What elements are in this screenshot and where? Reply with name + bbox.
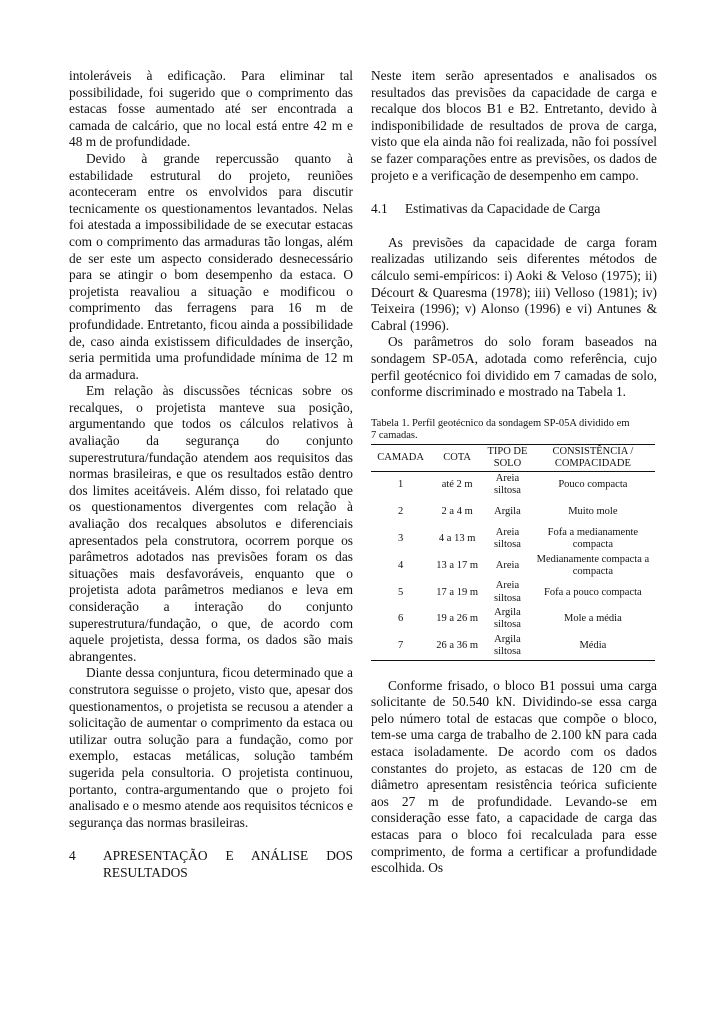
- cell-consistencia: Média: [579, 640, 607, 652]
- header-tipo-solo: TIPO DE SOLO: [487, 445, 528, 469]
- cell-cota: até 2 m: [441, 479, 473, 491]
- paragraph: Conforme frisado, o bloco B1 possui uma carga solicitante de 50.540 kN. Dividindo-se essa carga pelo número total de estacas que compõe o bloco, tem-se uma carga de trabalho de 2.100 kN para cada estaca isoladamente. De acordo com os dados constantes do projeto, as estacas de 120 cm de diâmetro apresentam resistência teórica suficiente aos 27 m de profundidade. Levando-se em consideração esse fato, a capacidade de carga das estacas para o bloco foi recalculada para esse comprimento, de forma a certificar a profundidade escolhida. Os: [371, 677, 657, 876]
- cell-cota: 2 a 4 m: [441, 506, 473, 518]
- table-row: [371, 526, 655, 553]
- header-cota: COTA: [443, 451, 472, 463]
- paragraph: Em relação às discussões técnicas sobre os recalques, o projetista manteve sua posição, argumentando que todos os cálculos relativos à avaliação da segurança do conjunto superestrutura/fundação atendem aos requisitos das normas brasileiras, e que os resultados estão dentro dos limites aceitáveis. Além disso, foi relatado que os questionamentos divergentes com relação à avaliação dos recalques absolutos e diferenciais apresentados pela construtora, ocorrem porque os parâmetros adotados nas previsões foram os das situações mais desfavoráveis, enquanto que o projetista adota parâmetros medianos e leva em consideração a interação do conjunto superestrutura/fundação, o que, de acordo com aquele projetista, dessa forma, os dados são mais abrangentes.: [69, 383, 353, 664]
- cell-tipo-solo: Argila: [494, 506, 521, 518]
- subsection-heading: [371, 201, 657, 218]
- subsection-title: Estimativas da Capacidade de Carga: [405, 201, 601, 217]
- cell-camada: 6: [397, 613, 404, 625]
- cell-tipo-solo: Areia: [495, 559, 520, 571]
- cell-consistencia: Muito mole: [568, 506, 618, 518]
- spacer: [371, 661, 657, 678]
- subsection-number: 4.1: [371, 201, 388, 217]
- cell-camada: 3: [397, 532, 404, 544]
- header-camada: CAMADA: [377, 451, 424, 463]
- paragraph: Devido à grande repercussão quanto à estabilidade estrutural do projeto, reuniões aconteceram entre os envolvidos para discutir tecnicamente os questionamentos levantados. Nelas foi atestada a impossibilidade de se executar estacas com o comprimento das armaduras tão longas, além de ser este um aspecto considerado desnecessário para se atingir o bom desempenho da estaca. O projetista reavaliou a situação e modificou o comprimento das ferragens para 16 m de profundidade. Entretanto, ficou ainda a possibilidade de, caso ainda existissem dificuldades de inserção, seria permitida uma profundidade mínima de 12 m da armadura.: [69, 150, 353, 382]
- cell-tipo-solo: Argila siltosa: [494, 607, 521, 631]
- paragraph: As previsões da capacidade de carga foram realizadas utilizando seis diferentes métodos de cálculo semi-empíricos: i) Aoki & Veloso (1975); ii) Décourt & Quaresma (1978); iii) Velloso (1981); iv) Teixeira (1996); v) Alonso (1996) e vi) Antunes & Cabral (1996).: [371, 234, 657, 333]
- cell-tipo-solo: Argila siltosa: [494, 634, 521, 658]
- cell-consistencia: Mole a média: [564, 613, 622, 625]
- cell-camada: 7: [397, 640, 404, 652]
- header-consistencia: CONSISTÊNCIA / COMPACIDADE: [552, 445, 634, 469]
- section-title: APRESENTAÇÃO E ANÁLISE DOS RESULTADOS: [103, 848, 353, 880]
- table-row: [371, 499, 655, 526]
- cell-camada: 4: [397, 559, 404, 571]
- soil-profile-table: [371, 444, 655, 661]
- cell-consistencia: Pouco compacta: [558, 479, 628, 491]
- paragraph: Os parâmetros do solo foram baseados na sondagem SP-05A, adotada como referência, cujo perfil geotécnico foi dividido em 7 camadas de solo, conforme discriminado e mostrado na Tabela 1.: [371, 334, 657, 400]
- paragraph: Diante dessa conjuntura, ficou determinado que a construtora seguisse o projeto, visto que, apesar dos questionamentos, o projetista se recusou a atender a solicitação de aumentar o comprimento da estaca ou utilizar outra solução para a fundação, como por exemplo, estacas metálicas, solução também sugerida pela consultoria. O projetista continuou, portanto, contra-argumentando que o projeto foi analisado e o mesmo atende aos requisitos técnicos e segurança das normas brasileiras.: [69, 665, 353, 830]
- intro-paragraph: Neste item serão apresentados e analisados os resultados das previsões da capacidade de carga e recalque dos blocos B1 e B2. Entretanto, devido à indisponibilidade de resultados de prova de carga, visto que ela ainda não foi realizada, não foi possível se fazer comparações entre as previsões, os dados de projeto e a verificação de desempenho em campo.: [371, 68, 657, 183]
- table-row: [371, 633, 655, 660]
- right-column: [371, 68, 657, 877]
- cell-cota: 19 a 26 m: [436, 613, 478, 625]
- cell-cota: 26 a 36 m: [436, 640, 478, 652]
- left-column: [69, 68, 353, 882]
- table-row: [371, 472, 655, 499]
- cell-consistencia: Fofa a medianamente compacta: [547, 526, 639, 551]
- table-caption: Tabela 1. Perfil geotécnico da sondagem SP-05A dividido em 7 camadas.: [371, 417, 630, 442]
- cell-camada: 1: [397, 479, 404, 491]
- cell-tipo-solo: Areia siltosa: [494, 473, 521, 497]
- cell-consistencia: Medianamente compacta a compacta: [536, 553, 650, 577]
- cell-tipo-solo: Areia siltosa: [494, 580, 521, 604]
- cell-cota: 13 a 17 m: [436, 559, 478, 571]
- cell-camada: 5: [397, 586, 404, 598]
- section-heading: [69, 848, 353, 881]
- paragraph: intoleráveis à edificação. Para eliminar tal possibilidade, foi sugerido que o comprimento das estacas fosse aumentado até ser encontrada a camada de calcário, que no local está entre 42 m e 48 m de profundidade.: [69, 68, 353, 150]
- table-row: [371, 579, 655, 606]
- table-header-row: [371, 444, 655, 471]
- cell-camada: 2: [397, 506, 404, 518]
- table-row: [371, 552, 655, 579]
- cell-cota: 4 a 13 m: [438, 532, 476, 544]
- cell-cota: 17 a 19 m: [436, 586, 478, 598]
- table-row: [371, 606, 655, 633]
- cell-tipo-solo: Areia siltosa: [494, 526, 521, 551]
- cell-consistencia: Fofa a pouco compacta: [544, 586, 642, 598]
- section-number: 4: [69, 848, 76, 864]
